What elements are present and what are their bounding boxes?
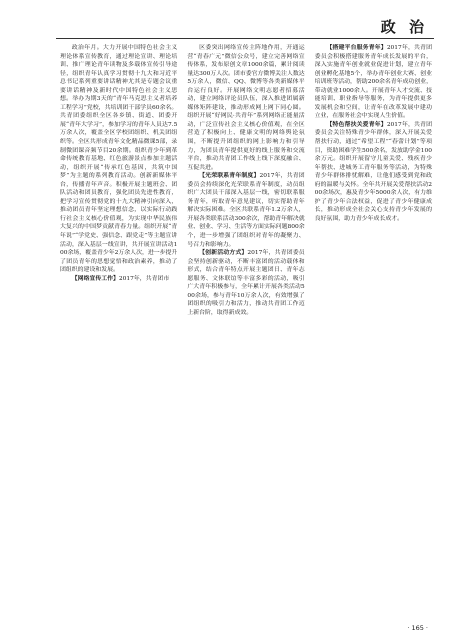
text-column-3	[315, 44, 432, 618]
header-divider	[56, 38, 434, 39]
paragraph-text: 2017年，共青团委员会积极搭建服务青年成长发展的平台，深入实施青年创业就业促进计划，建立青年创业孵化基地5个，举办青年创业大赛、创业培训班等活动，帮助200余名青年成功创业，带动就业1000余人。开展青年人才交流、技能培训、职业指导等服务，为青年提供更多发展机会和空间，让青年在改革发展中建功立业，在服务社会中实现人生价值。	[314, 45, 432, 120]
section-heading: 【搭建平台服务青年】	[326, 45, 387, 51]
article-body	[60, 44, 432, 618]
page-header-title: 政 治	[380, 18, 428, 36]
paragraph-text: 2017年，共青团委员会关注特殊青少年群体，深入开展关爱帮扶行动，通过“希望工程”“春蕾计划”等项目，资助困难学生500余名，发放助学金100余万元。组织开展留守儿童关爱、残疾青少年帮扶、进城务工青年服务等活动，为特殊青少年群体排忧解难，让他们感受到党和政府的温暖与关怀。全年共开展关爱帮扶活动200余场次，惠及青少年5000余人次，有力维护了青少年合法权益，促进了青少年健康成长，推动形成全社会关心支持青少年发展的良好氛围，助力青少年成长成才。	[314, 121, 432, 222]
section-heading: 【网络宣传工作】	[71, 275, 119, 282]
paragraph-text: 区委突出网络宣传主阵地作用，开通运营“青春广元”微信公众号，建立完善网络宣传体系，发布原创文章1000余篇，累计阅读量达300万人次。团市委官方微博关注人数达5万余人，微信、QQ、微博等各类新媒体平台运行良好。开展网络文明志愿者招募活动，建立网络评论员队伍，深入推进团属新媒体矩阵建设，推动形成网上网下同心圆。组织开展“好网民·共青年”系列网络正能量活动，广泛宣传社会主义核心价值观，在全区营造了积极向上、健康文明的网络舆论氛围，不断提升团组织的网上影响力和引导力，为团员青年提供更好的线上服务和交流平台，推动共青团工作线上线下深度融合、互促共进。	[187, 45, 305, 171]
paragraph-text: 2017年，共青团委员会持续深化光荣联系青年制度，动员组织广大团员干部深入基层一线，密切联系服务青年，听取青年意见建议，切实帮助青年解决实际困难。全区共联系青年1.2万余人，开展各类联系活动300余次，帮助青年解决就业、创业、学习、生活等方面实际问题800余个，进一步增强了团组织对青年的凝聚力、号召力和影响力。	[187, 173, 305, 248]
section-heading: 【特色帮扶关爱青年】	[326, 121, 387, 128]
paragraph	[187, 172, 304, 249]
page-number: · 165 ·	[407, 624, 428, 632]
paragraph	[60, 275, 177, 284]
section-heading: 【光荣联系青年制度】	[199, 173, 260, 180]
paragraph	[60, 44, 177, 275]
paragraph-text: 2017年，共青团委员会坚持创新驱动，不断丰富团的活动载体和形式，结合青年特点开展主题团日、青年志愿服务、文体联谊等丰富多彩的活动，吸引广大青年积极参与，全年累计开展各类活动500余场，参与青年10万余人次，有效增强了团组织的吸引力和活力，推动共青团工作迈上新台阶，取得新成效。	[187, 250, 305, 316]
text-column-2	[187, 44, 304, 618]
paragraph	[315, 44, 432, 121]
paragraph	[187, 44, 304, 172]
paragraph	[187, 249, 304, 317]
text-column-1	[60, 44, 177, 618]
paragraph	[315, 121, 432, 224]
paragraph-text: 政治年月。大力开展中国特色社会主义理论体系宣传教育，通过理论宣讲、理论培训、推广理论青年读物及多载体宣传引导途径，组织青年认真学习贯彻十九大和习近平总书记系列重要讲话精神尤其是专题会议重要讲话精神及新时代中国特色社会主义思想。举办为期3天的“青年马克思主义者培养工程学习”党校，共培训团干部学员60余名。共青团委组织全区各乡镇、街道、团委开展“青年大学习”，参加学习的青年人员达7.5万余人次，覆盖全区学校团组织、机关团组织等。全区共形成青年文化精品微课5部，录制微团课音频节目20余期。组织青少年到革命传统教育基地、红色旅游景点参加主题活动，组织开展“传承红色基因，共筑中国梦”为主题的系列教育活动。创新新媒体平台，传播青年声音。积极开展主题班会、团队活动和团员教育，强化团员先进性教育，把学习宣传贯彻党的十九大精神引向深入，推动团员青年坚定理想信念，以实际行动践行社会主义核心价值观，为实现中华民族伟大复兴的中国梦贡献青春力量。组织开展“青年说”“学党史、强信念、跟党走”等主题宣讲活动，深入基层一线宣讲，共开展宣讲活动100余场，覆盖青少年2万余人次，进一步提升了团员青年的思想觉悟和政治素养，推动了团组织的建设和发展。	[60, 45, 178, 274]
paragraph-text: 2017年，共青团市	[118, 275, 170, 282]
section-heading: 【创新活动方式】	[199, 250, 248, 257]
